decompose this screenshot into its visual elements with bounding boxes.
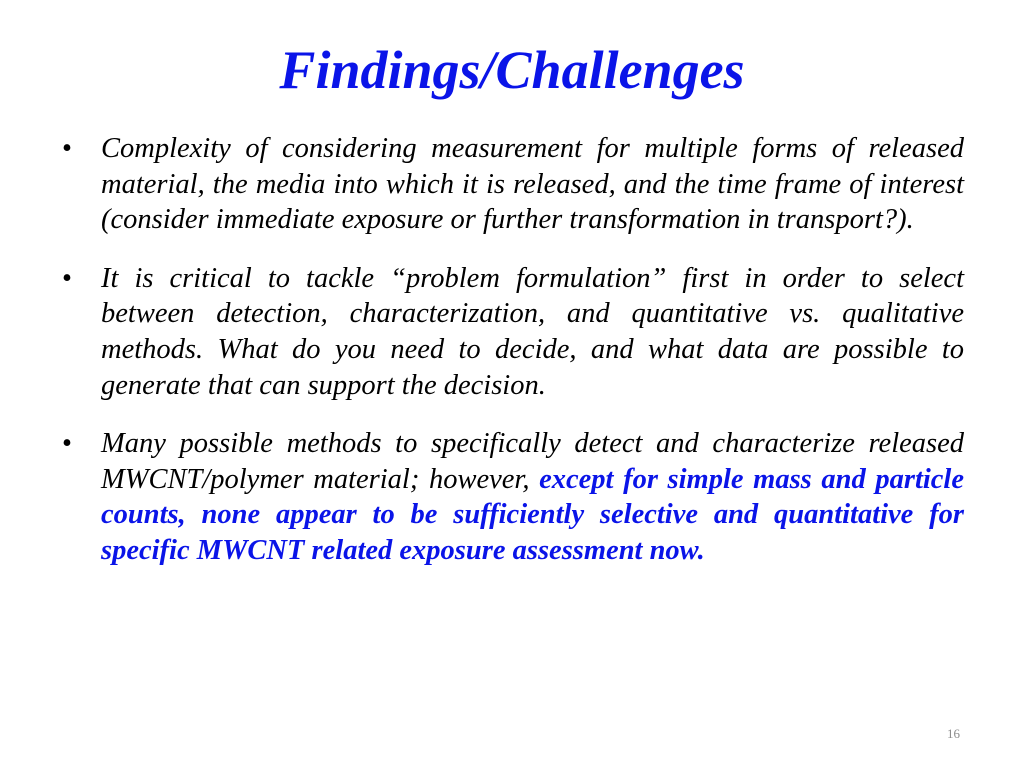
bullet-text: It is critical to tackle “problem formulation” first in order to select between detection, characterization, and quantitative vs. qualitative methods. What do you need to decide, and what data are possible to generate that can support the decision.: [101, 262, 964, 401]
bullet-icon: •: [62, 428, 72, 460]
bullet-item-complexity: [62, 131, 964, 238]
bullet-icon: •: [62, 133, 72, 164]
bullet-item-problem-formulation: [62, 261, 964, 403]
bullet-text: Many possible methods to specifically detect and characterize released MWCNT/polymer material; however,: [101, 428, 964, 495]
slide-title: Findings/Challenges: [279, 40, 745, 100]
bullet-item-methods: [62, 426, 964, 568]
page-number: 16: [947, 726, 960, 741]
bullet-icon: •: [62, 262, 72, 294]
bullet-emphasis-text: except for simple mass and particle counts, none appear to be sufficiently selective and quantitative for specific MWCNT related exposure assessment now.: [101, 463, 964, 566]
bullet-text: Complexity of considering measurement for multiple forms of released material, the media into which it is released, and the time frame of interest (consider immediate exposure or further transformation in transport?).: [101, 133, 964, 236]
bullet-list: [62, 131, 964, 569]
